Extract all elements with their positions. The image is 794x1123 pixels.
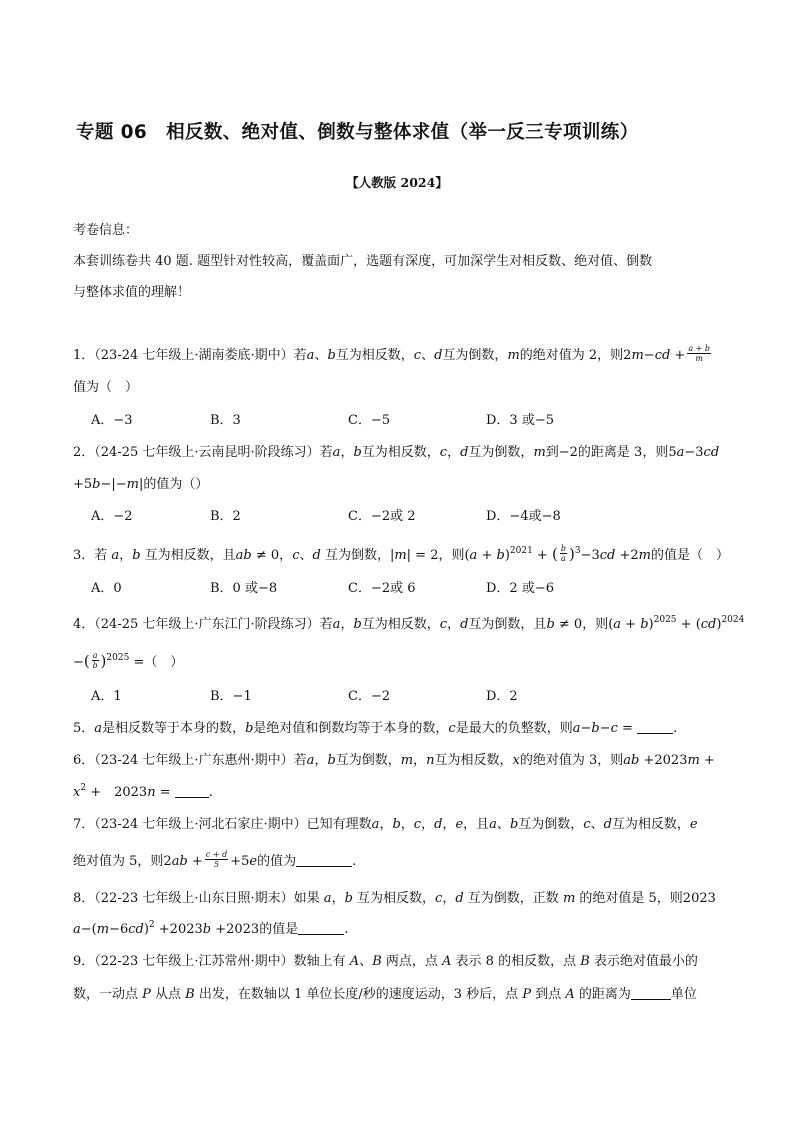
- question-number: 1．: [73, 348, 95, 363]
- option-b[interactable]: B．2: [210, 509, 241, 524]
- question-1-line-2: 值为（ ）: [73, 380, 139, 395]
- fraction: $\frac{a + b}{m}$: [688, 344, 711, 363]
- option-d[interactable]: D．2: [486, 689, 518, 704]
- option-a[interactable]: A．−3: [91, 413, 133, 428]
- info-line-1: 本套训练卷共 40 题. 题型针对性较高，覆盖面广，选题有深度，可加深学生对相反数、绝对值、倒数: [73, 254, 653, 269]
- question-number: 7．: [73, 817, 95, 832]
- question-source: （24-25 七年级上·广东江门·阶段练习）: [94, 617, 320, 632]
- question-7: 7．（23-24 七年级上·河北石家庄·期中）已知有理数a，b，c，d，e，且a、b互为倒数，c、d互为相反数，e: [73, 817, 698, 832]
- answer-blank[interactable]: [298, 922, 344, 935]
- question-8-line-2: $a-(m-6cd)^2 +2023b +2023$的值是 .: [73, 920, 349, 937]
- option-d[interactable]: D．3 或−5: [486, 413, 554, 428]
- option-b[interactable]: B．−1: [210, 689, 252, 704]
- answer-blank[interactable]: [296, 854, 352, 867]
- option-a[interactable]: A．0: [91, 581, 122, 596]
- question-6: 6．（23-24 七年级上·广东惠州·期中）若a，b互为倒数，m，n互为相反数，x的绝对值为 3，则ab +2023m +: [73, 753, 715, 768]
- question-9: 9．（22-23 七年级上·江苏常州·期中）数轴上有 A、B 两点，点 A 表示 8 的相反数，点 B 表示绝对值最小的: [73, 954, 698, 969]
- fraction: $\frac{b}{a}$: [560, 544, 566, 563]
- question-source: （23-24 七年级上·河北石家庄·期中）: [94, 817, 307, 832]
- option-c[interactable]: C．−2或 2: [348, 509, 416, 524]
- fraction: $\frac{a}{b}$: [92, 651, 98, 670]
- question-4: 4．（24-25 七年级上·广东江门·阶段练习）若a，b互为相反数，c，d互为倒数，且b ≠ 0，则$(a + b)^{2025} + (cd)^{2024}$: [73, 615, 745, 632]
- answer-blank[interactable]: [637, 721, 673, 734]
- question-number: 4．: [73, 617, 95, 632]
- option-d[interactable]: D．−4或−8: [486, 509, 561, 524]
- question-source: （23-24 七年级上·湖南娄底·期中）: [94, 348, 294, 363]
- option-c[interactable]: C．−2或 6: [348, 581, 416, 596]
- option-d[interactable]: D．2 或−6: [486, 581, 554, 596]
- question-2: 2．（24-25 七年级上·云南昆明·阶段练习）若a，b互为相反数，c，d互为倒数，m到−2的距离是 3，则5a−3cd: [73, 445, 720, 460]
- question-source: （22-23 七年级上·江苏常州·期中）: [94, 954, 294, 969]
- question-source: （23-24 七年级上·广东惠州·期中）: [94, 753, 294, 768]
- answer-blank[interactable]: [175, 785, 209, 798]
- question-number: 5．: [73, 721, 95, 736]
- question-source: （24-25 七年级上·云南昆明·阶段练习）: [94, 445, 320, 460]
- question-9-line-2: 数，一动点 P 从点 B 出发，在数轴以 1 单位长度/秒的速度运动，3 秒后，点 P 到点 A 的距离为 单位: [73, 987, 697, 1002]
- option-c[interactable]: C．−2: [348, 689, 391, 704]
- answer-blank[interactable]: [631, 987, 671, 1000]
- page-title: 专题 06 相反数、绝对值、倒数与整体求值（举一反三专项训练）: [76, 122, 639, 143]
- question-number: 2．: [73, 445, 95, 460]
- question-2-line-2: +5b−|−m|的值为（）: [73, 477, 209, 492]
- question-source: （22-23 七年级上·山东日照·期末）: [94, 891, 294, 906]
- question-4-line-2: −( $\frac{a}{b}$ )$^{2025}$ =（ ）: [73, 651, 184, 670]
- option-a[interactable]: A．1: [91, 689, 122, 704]
- question-5: 5．a是相反数等于本身的数，b是绝对值和倒数均等于本身的数，c是最大的负整数，则a−b−c = .: [73, 721, 678, 736]
- option-b[interactable]: B．0 或−8: [210, 581, 278, 596]
- edition-label: 【人教版 2024】: [346, 175, 448, 190]
- question-3: 3．若 a，b 互为相反数，且ab ≠ 0，c、d 互为倒数，|m| = 2，则$(a + b)^{2021}$ + ( $\frac{b}{a}$ )$^3$−3cd +2m的值是（ ）: [73, 544, 729, 563]
- question-6-line-2: $x^2$ + 2023n = .: [73, 783, 213, 800]
- question-number: 9．: [73, 954, 95, 969]
- info-label: 考卷信息：: [73, 223, 139, 238]
- question-7-line-2: 绝对值为 5，则2ab + $\frac{c + d}{5}$ +5e的值为 .: [73, 850, 357, 869]
- question-1: 1．（23-24 七年级上·湖南娄底·期中）若a、b互为相反数，c、d互为倒数，m的绝对值为 2，则2m−cd + $\frac{a + b}{m}$: [73, 344, 711, 363]
- option-c[interactable]: C．−5: [348, 413, 391, 428]
- option-a[interactable]: A．−2: [91, 509, 133, 524]
- question-number: 6．: [73, 753, 95, 768]
- question-8: 8．（22-23 七年级上·山东日照·期末）如果 a，b 互为相反数，c，d 互为倒数，正数 m 的绝对值是 5，则2023: [73, 891, 716, 906]
- question-number: 3．: [73, 548, 95, 563]
- fraction: $\frac{c + d}{5}$: [205, 850, 228, 869]
- option-b[interactable]: B．3: [210, 413, 241, 428]
- question-number: 8．: [73, 891, 95, 906]
- info-line-2: 与整体求值的理解！: [73, 285, 191, 300]
